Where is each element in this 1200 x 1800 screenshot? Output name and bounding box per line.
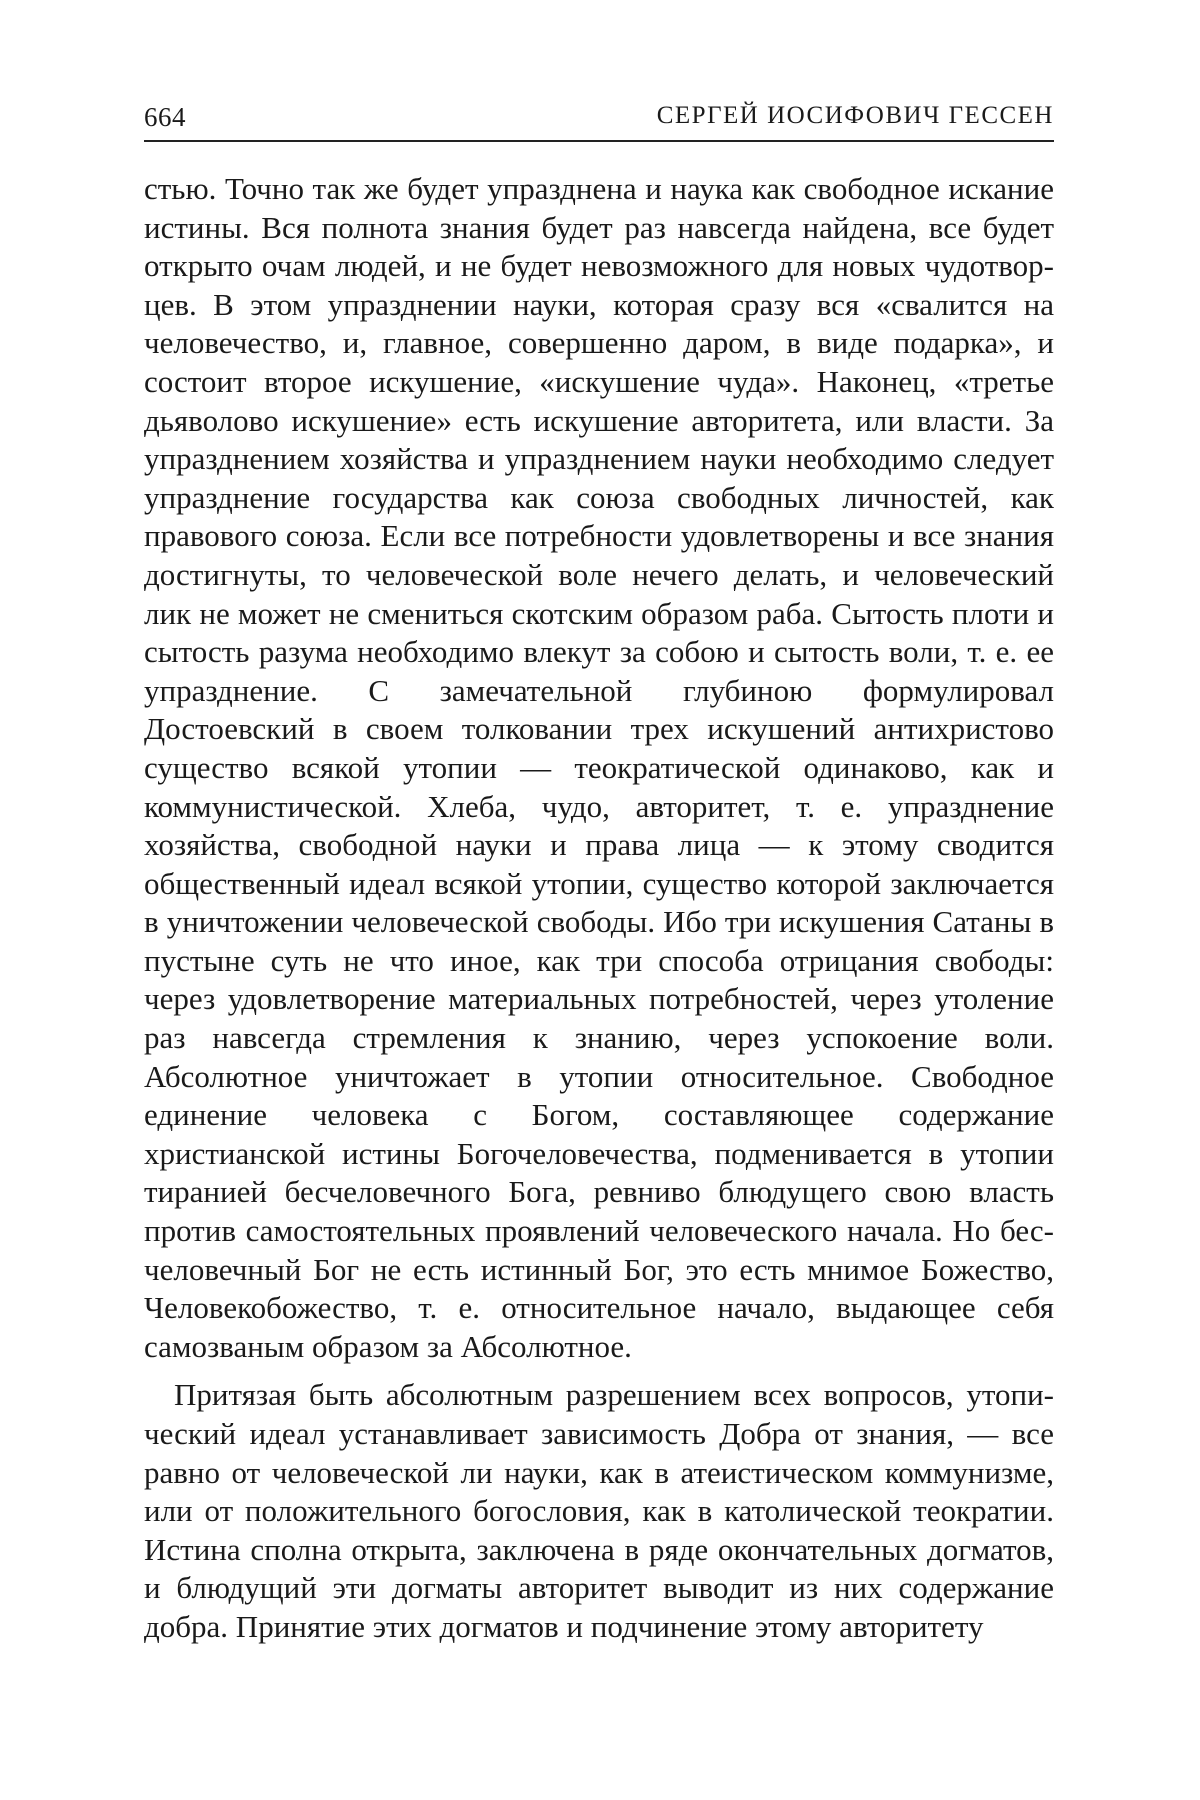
running-header-author: СЕРГЕЙ ИОСИФОВИЧ ГЕССЕН xyxy=(656,102,1054,129)
book-page xyxy=(144,96,1054,1657)
body-text xyxy=(144,170,1054,1647)
paragraph: Притязая быть абсолютным разрешением всех вопросов, утопический идеал устанавливает зависимость Добра от знания, — все равно от человеческой ли науки, как в атеистическом коммунизме, или от положительного богословия, как в католической теократии. Истина сполна открыта, заключена в ряде окончательных догматов, и блюдущий эти догматы авторитет выводит из них содержание добра. Принятие этих догматов и подчинение этому авторитету xyxy=(144,1377,1054,1644)
page-number: 664 xyxy=(144,102,186,132)
running-header xyxy=(144,96,1054,142)
paragraph-continued: стью. Точно так же будет упразднена и наука как свободное искание истины. Вся полнота знания будет раз навсегда найдена, все будет открыто очам людей, и не будет невозможного для новых чудотворцев. В этом упразднении науки, которая сразу вся «свалится на человечество, и, главное, совершенно даром, в виде подарка», и состоит второе искушение, «искушение чуда». Наконец, «третье дьяволово искушение» есть искушение авторитета, или власти. За упразднением хозяйства и упразднением науки необходимо следует упразднение государства как союза свободных личностей, как правового союза. Если все потребности удовлетворены и все знания достигнуты, то человеческой воле нечего делать, и человеческий лик не может не смениться скотским образом раба. Сытость плоти и сытость разума необходимо влекут за собою и сытость воли, т. е. ее упразднение. С замечательной глубиною формулировал Достоевский в своем толковании трех искушений антихристово существо всякой утопии — теократической одинаково, как и коммунистической. Хлеба, чудо, авторитет, т. е. упразднение хозяйства, свободной науки и права лица — к этому сводится общественный идеал всякой утопии, существо которой заключается в уничтожении человеческой свободы. Ибо три искушения Сатаны в пустыне суть не что иное, как три способа отрицания свободы: через удовлетворение материальных потребностей, через утоление раз навсегда стремления к знанию, через успокоение воли. Абсолютное уничтожает в утопии относительное. Свободное единение человека с Богом, составляющее содержание христианской истины Богочеловечества, подменивается в утопии тиранией бесчеловечного Бога, ревниво блюдущего свою власть против самостоятельных проявлений человеческого начала. Но бесчеловечный Бог не есть истинный Бог, это есть мнимое Божество, Человекобожество, т. е. относительное начало, выдающее себя самозваным образом за Абсолютное. xyxy=(144,171,1054,1364)
